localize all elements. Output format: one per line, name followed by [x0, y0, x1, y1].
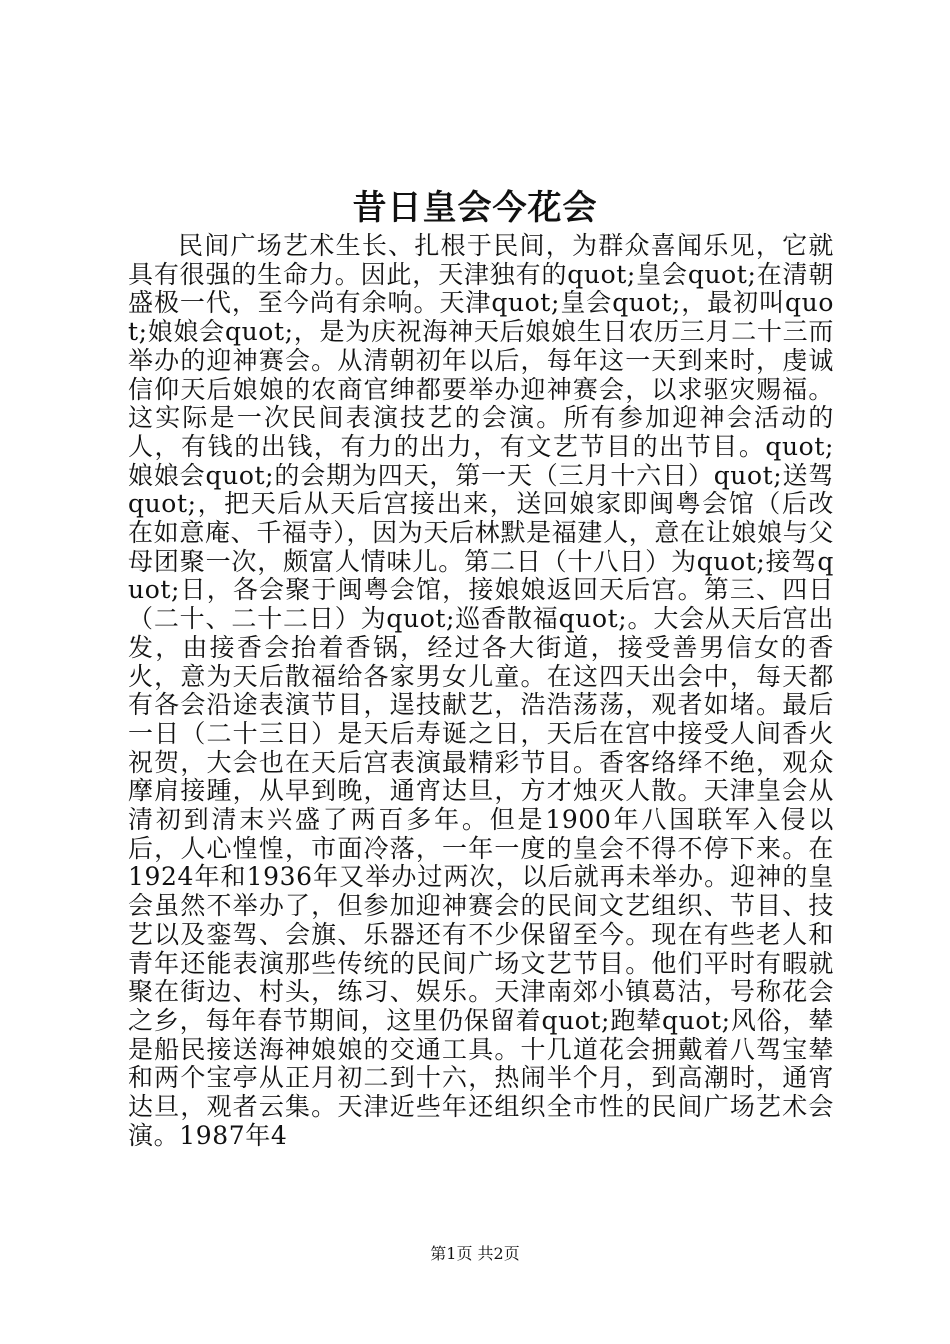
document-body-paragraph: 民间广场艺术生长、扎根于民间，为群众喜闻乐见，它就具有很强的生命力。因此，天津独有的quot;皇会quot;在清朝盛极一代，至今尚有余响。天津quot;皇会quot;，最初叫quot;娘娘会quot;，是为庆祝海神天后娘娘生日农历三月二十三而举办的迎神赛会。从清朝初年以后，每年这一天到来时，虔诚信仰天后娘娘的农商官绅都要举办迎神赛会，以求驱灾赐福。这实际是一次民间表演技艺的会演。所有参加迎神会活动的人，有钱的出钱，有力的出力，有文艺节目的出节目。quot;娘娘会quot;的会期为四天，第一天（三月十六日）quot;送驾quot;，把天后从天后宫接出来，送回娘家即闽粤会馆（后改在如意庵、千福寺），因为天后林默是福建人，意在让娘娘与父母团聚一次，颇富人情味儿。第二日（十八日）为quot;接驾quot;日，各会聚于闽粤会馆，接娘娘返回天后宫。第三、四日（二十、二十二日）为quot;巡香散福quot;。大会从天后宫出发，由接香会抬着香锅，经过各大街道，接受善男信女的香火，意为天后散福给各家男女儿童。在这四天出会中，每天都有各会沿途表演节目，逞技献艺，浩浩荡荡，观者如堵。最后一日（二十三日）是天后寿诞之日，天后在宫中接受人间香火祝贺，大会也在天后宫表演最精彩节目。香客络绎不绝，观众摩肩接踵，从早到晚，通宵达旦，方才烛灭人散。天津皇会从清初到清末兴盛了两百多年。但是1900年八国联军入侵以后，人心惶惶，市面冷落，一年一度的皇会不得不停下来。在1924年和1936年又举办过两次，以后就再未举办。迎神的皇会虽然不举办了，但参加迎神赛会的民间文艺组织、节目、技艺以及銮驾、会旗、乐器还有不少保留至今。现在有些老人和青年还能表演那些传统的民间广场文艺节目。他们平时有暇就聚在街边、村头，练习、娱乐。天津南郊小镇葛沽，号称花会之乡，每年春节期间，这里仍保留着quot;跑辇quot;风俗，辇是船民接送海神娘娘的交通工具。十几道花会拥戴着八驾宝辇和两个宝亭从正月初二到十六，热闹半个月，到高潮时，通宵达旦，观者云集。天津近些年还组织全市性的民间广场艺术会演。1987年4: [128, 231, 834, 1150]
page-number-footer: 第1页 共2页: [430, 1244, 520, 1263]
document-title: 昔日皇会今花会: [352, 188, 598, 228]
